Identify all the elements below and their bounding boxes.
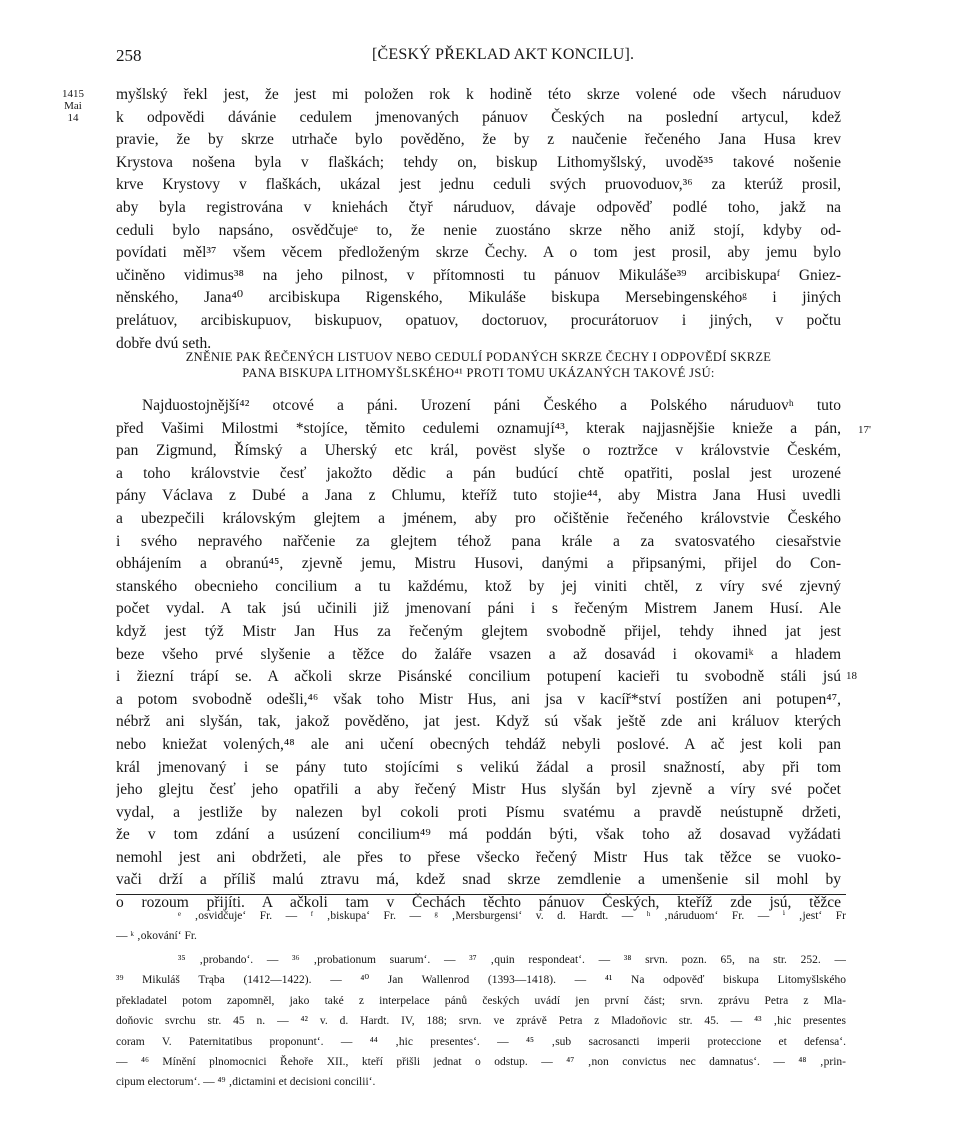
margin-date-day: Mai 14 bbox=[64, 100, 82, 124]
text-line: o rozoum přijíti. A ačkoli tam v Čechách těchto pánuov Českých, kteříž zde jsú, těžce bbox=[116, 894, 841, 912]
text-line: nébrž ani slyšán, tak, jakož pověděno, jat jest. Když sú však ještě zde ani králuov kterých bbox=[116, 713, 841, 731]
text-line: vači drží a příliš malú ztravu má, kdež snad skrze zemdlenie a umenšenie sil mohl by bbox=[116, 871, 841, 889]
text-line: krve Krystovy v flaškách, ukázal jest jednu ceduli svých pruovoduov,³⁶ za kterúž prosil, bbox=[116, 176, 841, 194]
running-title: [ČESKÝ PŘEKLAD AKT KONCILU]. bbox=[372, 46, 635, 63]
text-line: před Vašimi Milostmi *stojíce, těmito cedulemi oznamují⁴³, kterak najjasnějšie knieže a pán, bbox=[116, 419, 841, 437]
text-line: počet vydal. A tak jsú učinili již jmenovaní páni i s řečeným Mistrem Janem Husí. Ale bbox=[116, 600, 841, 618]
footnote-line: doňovic svrchu str. 45 n. — ⁴² v. d. Hardt. IV, 188; srvn. ve zprávě Petra z Mladoňovic str. 45. — ⁴³ ‚hic presentes bbox=[116, 1015, 846, 1028]
running-head bbox=[0, 46, 960, 70]
text-line: Najduostojnější⁴² otcové a páni. Urození páni Českého a Polského náruduovʰ tuto bbox=[142, 397, 841, 414]
footnote-rule bbox=[116, 894, 846, 895]
text-line: a ubezpečili královským glejtem a jménem, aby pro očištěnie řečeného královstvie Českého bbox=[116, 509, 841, 527]
text-line: jeho glejtu česť jeho opatřili a aby řečený Mistr Hus slyšán byl zjevně a víry své počet bbox=[116, 781, 841, 799]
margin-reference-17: 17' bbox=[858, 424, 871, 436]
section-heading-line: PANA BISKUPA LITHOMYŠLSKÉHO⁴¹ PROTI TOMU UKÁZANÝCH TAKOVÉ JSÚ: bbox=[242, 366, 715, 380]
paragraph-1 bbox=[116, 84, 841, 355]
footnotes bbox=[116, 950, 846, 1093]
text-line: a toho královstvie česť jakožto dědic a pán budúcí chtě opatřiti, poslal jest urozené bbox=[116, 464, 841, 482]
text-line: pravie, že by skrze utrhače bylo pověděno, že by z naučenie řečeného Jana Husa krev bbox=[116, 131, 841, 149]
footnote-line: — ⁴⁶ Mínění plnomocnici Řehoře XII., kteří přišli jednat o odstup. — ⁴⁷ ‚non convictus nec damnatus‘. — ⁴⁸ ‚prin- bbox=[116, 1055, 846, 1068]
text-line: a potom svobodně odešli,⁴⁶ však toho Mistr Hus, ani jsa v kacíř*ství postížen ani potupen⁴⁷, bbox=[116, 690, 841, 708]
section-heading-line: ZNĚNIE PAK ŘEČENÝCH LISTUOV NEBO CEDULÍ PODANÝCH SKRZE ČECHY I ODPOVĚDÍ SKRZE bbox=[185, 350, 772, 364]
text-line: prelátuov, arcibiskupuov, biskupuov, opatuov, doctoruov, procurátoruov i jiných, v počtu bbox=[116, 311, 841, 329]
text-line: něnského, Jana⁴⁰ arcibiskupa Rigenského, Mikuláše biskupa Mersebingenskéhoᵍ i jiných bbox=[116, 289, 841, 307]
text-line: myšlský řekl jest, že jest mi položen rok k hodině této skrze volené ode všech náruduov bbox=[116, 86, 841, 103]
section-heading bbox=[116, 349, 841, 381]
margin-reference-18: 18 bbox=[846, 670, 857, 682]
margin-date bbox=[58, 88, 88, 124]
text-line: nemohl jest ani obdržeti, ale přes to přese všecko řečený Mistr Hus tak těžce se vuoko- bbox=[116, 848, 841, 866]
text-line: nebo kniežat volených,⁴⁸ ale ani učení obecných tehdáž nebyli poslové. A ač jest koli pan bbox=[116, 735, 841, 753]
text-line: dobře dvú seth. bbox=[116, 334, 212, 352]
text-line: i svého nepravého nařčenie za glejtem téhož pana krále a za svatosvatého ciesařstvie bbox=[116, 532, 841, 550]
text-line: povídati měl³⁷ všem věcem předloženým skrze Čechy. A o tom jest prosil, aby jemu bylo bbox=[116, 244, 841, 262]
footnote-line: cipum electorum‘. — ⁴⁹ ‚dictamini et decisioni concilii‘. bbox=[116, 1076, 376, 1089]
footnote-line: coram V. Paternitatibus proponunt‘. — ⁴⁴ ‚hic presentes‘. — ⁴⁵ ‚sub sacrosancti imperii proteccione et defensa‘. bbox=[116, 1035, 846, 1048]
text-line: i žiezní trápí se. A ačkoli skrze Pisánské concilium potupení kacieři tu svobodně stáli jsú bbox=[116, 668, 841, 686]
paragraph-2 bbox=[116, 395, 841, 915]
page-number: 258 bbox=[116, 46, 142, 65]
text-line: pan Zigmund, Římský a Uherský etc král, povëst slyše o roztržce v královstvie Českém, bbox=[116, 442, 841, 460]
text-line: když jest týž Mistr Jan Hus za řečeným glejtem svobodně přijel, tehdy ihned jat jest bbox=[116, 622, 841, 640]
footnote-line: překladatel potom zapomněl, jako také z interpelace pánů českých uvádí jen první část; srvn. zprávu Petra z Mla- bbox=[116, 994, 846, 1007]
text-line: vydal, a jestliže by nalezen byl cokoli proti Písmu svatému a pravdě neústupně držeti, bbox=[116, 803, 841, 821]
text-line: král jmenovaný i se pány tuto stojícími s velikú žádal a prosil snažností, aby při tom bbox=[116, 758, 841, 776]
footnote-line: ³⁵ ‚probando‘. — ³⁶ ‚probationum suarum‘. — ³⁷ ‚quin respondeat‘. — ³⁸ srvn. pozn. 65, na str. 252. — bbox=[178, 954, 846, 966]
text-line: stanského obecnieho concilium a tu každému, ktož by jej viniti chtěl, z víry své zjevný bbox=[116, 577, 841, 595]
text-line: k odpovědi dávánie cedulem jmenovaných pánuov Českých na poslední artycul, kdež bbox=[116, 108, 841, 126]
footnote-line: ᵉ ‚osvidčuje‘ Fr. — ᶠ ‚biskupa‘ Fr. — ᵍ ‚Mersburgensi‘ v. d. Hardt. — ʰ ‚náruduom‘ Fr. — ⁱ ‚jest‘ Fr bbox=[178, 910, 846, 922]
text-line: aby byla registrována v kniehách čtyř náruduov, dávaje odpověď podlé toho, jakž na bbox=[116, 198, 841, 216]
text-line: pány Václava z Dubé a Jana z Chlumu, kteříž tuto stojie⁴⁴, aby Mistra Jana Husi uvedli bbox=[116, 487, 841, 505]
footnote-line: ³⁹ Mikuláš Trąba (1412—1422). — ⁴⁰ Jan Wallenrod (1393—1418). — ⁴¹ Na odpověď biskupa Litomyšlského bbox=[116, 974, 846, 987]
text-line: beze všeho prvé slyšenie a těžce do žaláře vsazen a až dosavád i okovamiᵏ a hladem bbox=[116, 645, 841, 663]
margin-date-year: 1415 bbox=[62, 88, 84, 100]
text-line: Krystova nošena byla v flaškách; tehdy on, biskup Lithomyšlský, uvodě³⁵ takové nošenie bbox=[116, 153, 841, 171]
text-line: učiněno vidimus³⁸ na jeho pilnost, v přítomnosti tu pánuov Mikuláše³⁹ arcibiskupaᶠ Gniez- bbox=[116, 266, 841, 284]
footnote-line: — ᵏ ‚okování‘ Fr. bbox=[116, 930, 197, 943]
text-line: ceduli bylo napsáno, osvědčujeᵉ to, že nenie zuostáno skrze něho aniž stojí, kdyby od- bbox=[116, 221, 841, 239]
text-line: obhájením a obranú⁴⁵, zjevně jemu, Mistru Husovi, danými a připsanými, přijel do Con- bbox=[116, 555, 841, 573]
textual-variants bbox=[116, 906, 846, 947]
text-line: že v tom zdání a usúzení concilium⁴⁹ má poddán býti, však toho až dosavad vyžádati bbox=[116, 826, 841, 844]
